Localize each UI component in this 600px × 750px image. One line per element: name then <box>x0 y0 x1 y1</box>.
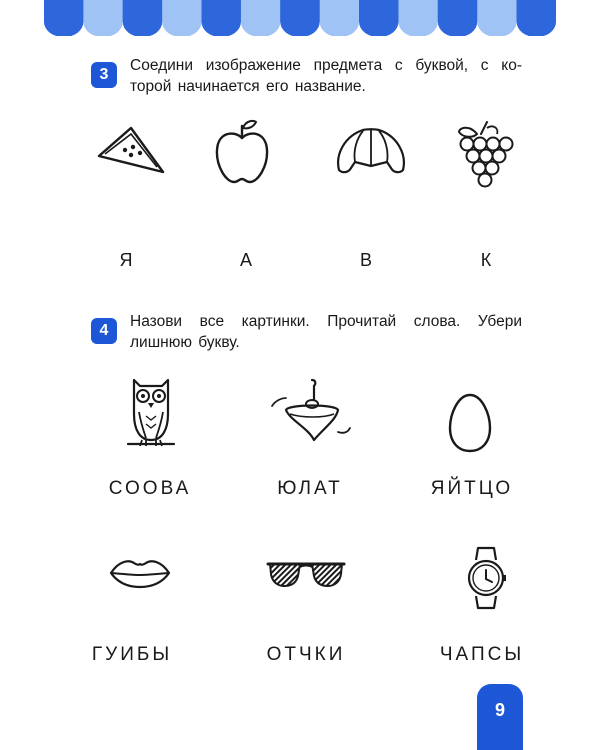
awning-decoration <box>44 0 556 36</box>
scrambled-word: ЧАПСЫ <box>439 644 525 665</box>
scrambled-word: ЯЙТЦО <box>430 478 514 499</box>
awning-stripe <box>123 0 162 36</box>
scrambled-word: ГУИБЫ <box>91 644 173 665</box>
awning-stripe <box>162 0 201 36</box>
owl-icon <box>126 374 176 450</box>
letter-option: Я <box>119 250 133 270</box>
awning-stripe <box>202 0 241 36</box>
awning-stripe <box>241 0 280 36</box>
task-number: 4 <box>99 322 109 339</box>
task-instructions-line: Соедини изображение предмета с буквой, с ко- <box>130 57 522 74</box>
awning-stripe <box>83 0 122 36</box>
egg-icon <box>446 392 494 454</box>
apple-icon <box>212 116 272 186</box>
scrambled-word: ЮЛАТ <box>277 478 343 499</box>
awning-stripe <box>359 0 398 36</box>
wristwatch-icon <box>466 546 506 610</box>
letter-option: В <box>359 250 372 270</box>
task-instructions-line: Назови все картинки. Прочитай слова. Убери <box>130 313 522 330</box>
awning-stripe <box>517 0 556 36</box>
awning-stripe <box>398 0 437 36</box>
sunglasses-icon <box>266 560 346 590</box>
scrambled-word: ОТЧКИ <box>266 644 346 665</box>
watermelon-slice-icon <box>95 122 167 178</box>
awning-stripe <box>320 0 359 36</box>
awning-stripe <box>438 0 477 36</box>
scrambled-word: СООВА <box>108 478 192 499</box>
task-instructions <box>130 55 522 97</box>
grapes-icon <box>453 118 517 188</box>
letter-option: А <box>239 250 252 270</box>
lips-icon <box>108 556 172 590</box>
letter-option: К <box>480 250 492 270</box>
task-instructions <box>130 311 522 353</box>
awning-stripe <box>280 0 319 36</box>
croissant-icon <box>333 124 409 178</box>
task-number-badge <box>91 318 117 344</box>
awning-stripe <box>477 0 516 36</box>
task-number: 3 <box>99 66 109 83</box>
task-instructions-line: торой начинается его название. <box>130 78 366 95</box>
task-number-badge <box>91 62 117 88</box>
task-instructions-line: лишнюю букву. <box>130 334 240 351</box>
spinning-top-icon <box>268 376 352 446</box>
awning-stripe <box>44 0 83 36</box>
page-number: 9 <box>494 700 505 720</box>
